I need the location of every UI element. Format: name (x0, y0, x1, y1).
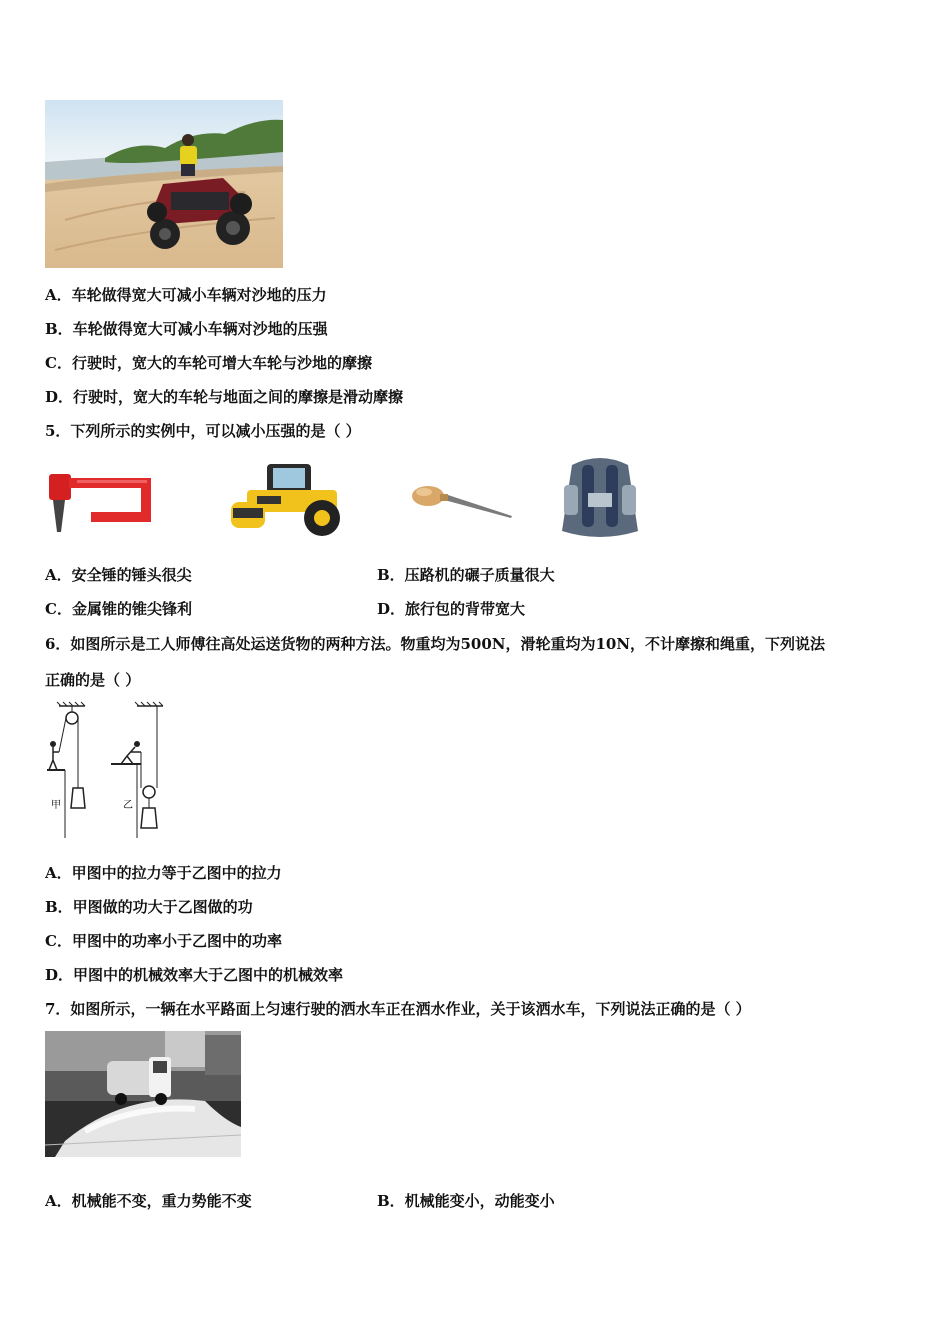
q4-option-d: D．行驶时，宽大的车轮与地面之间的摩擦是滑动摩擦 (45, 388, 404, 406)
q7-stem: 7．如图所示，一辆在水平路面上匀速行驶的洒水车正在洒水作业，关于该洒水车，下列说法正确的是（ ） (45, 1000, 751, 1018)
q5-option-c: C．金属锥的锥尖锋利 (45, 600, 192, 618)
atv-beach-photo (45, 100, 283, 268)
q7-option-b: B．机械能变小，动能变小 (377, 1192, 555, 1210)
q6-stem-line1: 6．如图所示是工人师傅往高处运送货物的两种方法。物重均为500N，滑轮重均为10N，不计摩擦和绳重，下列说法 (45, 635, 826, 653)
pulley-diagram (45, 700, 175, 840)
q6-option-a: A．甲图中的拉力等于乙图中的拉力 (45, 864, 282, 882)
q6-stem-line2: 正确的是（ ） (45, 671, 141, 689)
q4-option-c: C．行驶时，宽大的车轮可增大车轮与沙地的摩擦 (45, 354, 372, 372)
q5-option-d: D．旅行包的背带宽大 (377, 600, 526, 618)
q5-option-a: A．安全锤的锤头很尖 (45, 566, 192, 584)
q6-option-c: C．甲图中的功率小于乙图中的功率 (45, 932, 282, 950)
q4-option-a: A．车轮做得宽大可减小车辆对沙地的压力 (45, 286, 327, 304)
q7-option-a: A．机械能不变，重力势能不变 (45, 1192, 252, 1210)
road-roller-image (227, 460, 349, 538)
q4-option-b: B．车轮做得宽大可减小车辆对沙地的压强 (45, 320, 328, 338)
awl-image (410, 478, 515, 522)
q6-option-d: D．甲图中的机械效率大于乙图中的机械效率 (45, 966, 344, 984)
safety-hammer-image (47, 468, 155, 536)
q6-label-jia: 甲 (51, 800, 61, 811)
q6-label-yi: 乙 (123, 800, 133, 811)
sprinkler-truck-photo (45, 1031, 241, 1157)
q5-stem: 5．下列所示的实例中，可以减小压强的是（ ） (45, 422, 361, 440)
backpack-image (552, 453, 648, 541)
q5-option-b: B．压路机的碾子质量很大 (377, 566, 555, 584)
q6-option-b: B．甲图做的功大于乙图做的功 (45, 898, 253, 916)
